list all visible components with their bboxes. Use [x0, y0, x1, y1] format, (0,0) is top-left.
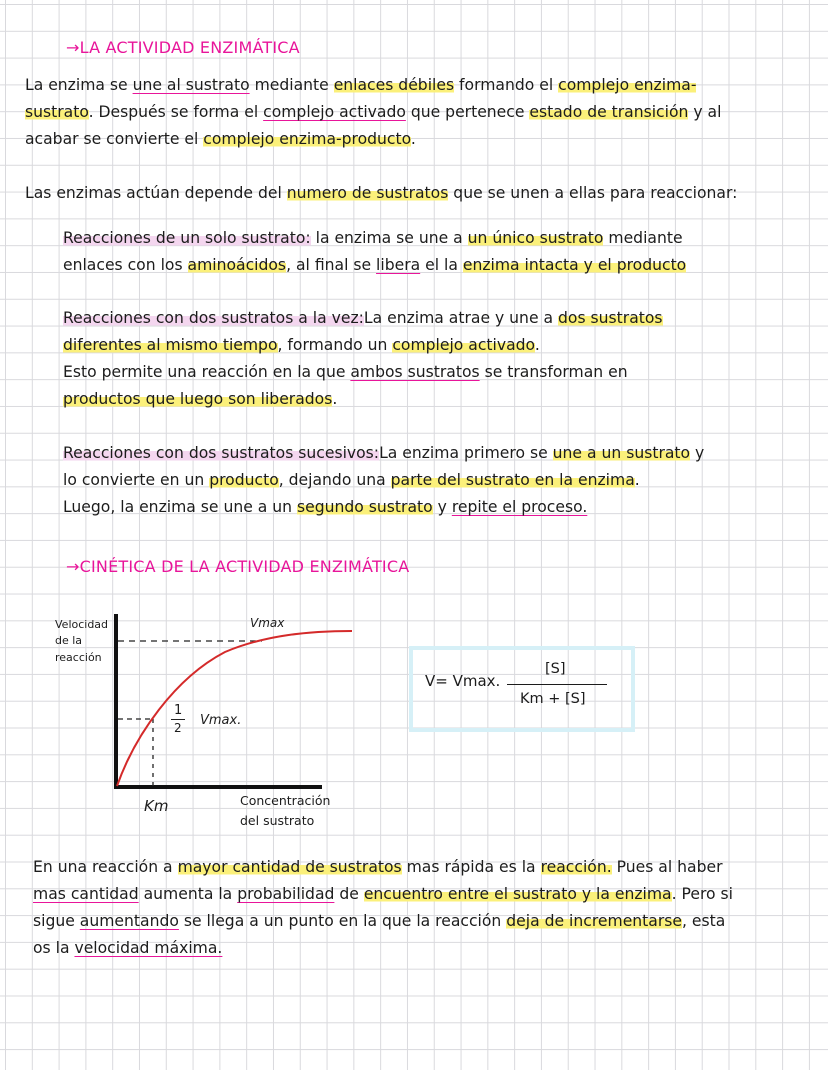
half-fraction-bar	[171, 719, 185, 720]
text: aumentando	[79, 912, 179, 930]
highlight: encuentro entre el sustrato y la enzima	[363, 885, 672, 903]
pink-highlight: Reacciones con dos sustratos a la vez:	[63, 309, 364, 327]
formula-denominator: Km + [S]	[520, 691, 586, 707]
single-line-2	[63, 252, 686, 279]
text: mediante	[603, 229, 683, 247]
text: que se unen a ellas para reaccionar:	[448, 184, 738, 202]
text: complejo activado	[263, 103, 406, 121]
highlight: un único sustrato	[467, 229, 604, 247]
text: se llega a un punto en la que la reacción	[178, 912, 507, 930]
pink-highlight: Reacciones con dos sustratos sucesivos:	[63, 444, 380, 462]
text: acabar se convierte el	[25, 130, 204, 148]
highlight: dos sustratos	[558, 309, 663, 327]
highlight: producto	[209, 471, 279, 489]
text: La enzima primero se	[379, 444, 553, 462]
highlight: diferentes al mismo tiempo	[63, 336, 278, 354]
text: y	[432, 498, 452, 516]
vmax-label: Vmax	[250, 616, 285, 630]
conclusion-line-2	[33, 881, 733, 908]
formula-lhs: V= Vmax.	[425, 672, 501, 690]
saturation-curve	[117, 631, 352, 786]
highlight: productos que luego son liberados	[63, 390, 333, 408]
highlight: une a un sustrato	[552, 444, 691, 462]
text: .	[332, 390, 338, 408]
text: la enzima se une a	[310, 229, 468, 247]
text: sigue	[33, 912, 80, 930]
conclusion-line-4	[33, 935, 222, 962]
text: y al	[688, 103, 722, 121]
conclusion-line-3	[33, 908, 725, 935]
simul-line-4	[63, 386, 337, 413]
seq-line-3	[63, 494, 587, 521]
heading-cinetica: →CINÉTICA DE LA ACTIVIDAD ENZIMÁTICA	[66, 557, 410, 576]
types-line	[25, 180, 737, 207]
text: libera	[376, 256, 421, 274]
highlight: complejo activado	[392, 336, 535, 354]
text: une al sustrato	[132, 76, 250, 94]
text: , al final se	[286, 256, 377, 274]
text: mas cantidad	[33, 885, 139, 903]
simul-line-2	[63, 332, 540, 359]
half-vmax-label: Vmax.	[200, 713, 242, 728]
x-label-line-2: del sustrato	[240, 813, 315, 828]
intro-line-1	[25, 72, 696, 99]
half-denominator: 2	[174, 721, 182, 735]
text: ambos sustratos	[350, 363, 480, 381]
intro-line-3	[25, 126, 416, 153]
y-label-line-2: de la	[55, 634, 83, 647]
text: lo convierte en un	[63, 471, 210, 489]
text: , esta	[681, 912, 726, 930]
text: , formando un	[277, 336, 393, 354]
y-label-line-3: reacción	[55, 651, 102, 664]
x-label-line-1: Concentración	[240, 793, 331, 808]
conclusion-line-1	[33, 854, 723, 881]
text: mas rápida es la	[401, 858, 541, 876]
text: enlaces con los	[63, 256, 188, 274]
text: que pertenece	[405, 103, 530, 121]
text: aumenta la	[138, 885, 238, 903]
text: velocidad máxima.	[74, 939, 223, 957]
intro-line-2	[25, 99, 721, 126]
text: formando el	[454, 76, 559, 94]
text: La enzima atrae y une a	[363, 309, 559, 327]
text: Pues al haber	[611, 858, 723, 876]
highlight: enzima intacta y el producto	[462, 256, 687, 274]
highlight: deja de incrementarse	[506, 912, 682, 930]
formula-numerator: [S]	[545, 661, 566, 677]
highlight: sustrato	[25, 103, 89, 121]
highlight: aminoácidos	[187, 256, 287, 274]
text: repite el proceso.	[451, 498, 588, 516]
text: .	[634, 471, 640, 489]
text: Luego, la enzima se une a un	[63, 498, 298, 516]
highlight: segundo sustrato	[297, 498, 433, 516]
text: Las enzimas actúan depende del	[25, 184, 287, 202]
highlight: complejo enzima-producto	[203, 130, 411, 148]
text: probabilidad	[237, 885, 335, 903]
simul-line-3	[63, 359, 628, 386]
highlight: enlaces débiles	[333, 76, 455, 94]
heading-actividad-enzimatica: →LA ACTIVIDAD ENZIMÁTICA	[66, 38, 300, 57]
seq-line-1	[63, 440, 704, 467]
highlight: reacción.	[540, 858, 612, 876]
highlight: parte del sustrato en la enzima	[390, 471, 635, 489]
km-label: Km	[144, 797, 169, 815]
single-line-1	[63, 225, 683, 252]
text: os la	[33, 939, 75, 957]
text: .	[410, 130, 416, 148]
highlight: mayor cantidad de sustratos	[177, 858, 402, 876]
pink-highlight: Reacciones de un solo sustrato:	[63, 229, 311, 247]
text: . Pero si	[671, 885, 733, 903]
text: Esto permite una reacción en la que	[63, 363, 351, 381]
y-label-line-1: Velocidad	[55, 618, 109, 631]
text: mediante	[249, 76, 334, 94]
highlight: complejo enzima-	[558, 76, 697, 94]
text: En una reacción a	[33, 858, 178, 876]
highlight: estado de transición	[529, 103, 689, 121]
text: La enzima se	[25, 76, 133, 94]
half-numerator: 1	[174, 703, 183, 718]
text: . Después se forma el	[88, 103, 264, 121]
text: se transforman en	[479, 363, 628, 381]
seq-line-2	[63, 467, 640, 494]
text: de	[334, 885, 364, 903]
text: el la	[420, 256, 463, 274]
simul-line-1	[63, 305, 663, 332]
text: .	[534, 336, 540, 354]
text: y	[690, 444, 705, 462]
highlight: numero de sustratos	[286, 184, 449, 202]
text: , dejando una	[278, 471, 391, 489]
